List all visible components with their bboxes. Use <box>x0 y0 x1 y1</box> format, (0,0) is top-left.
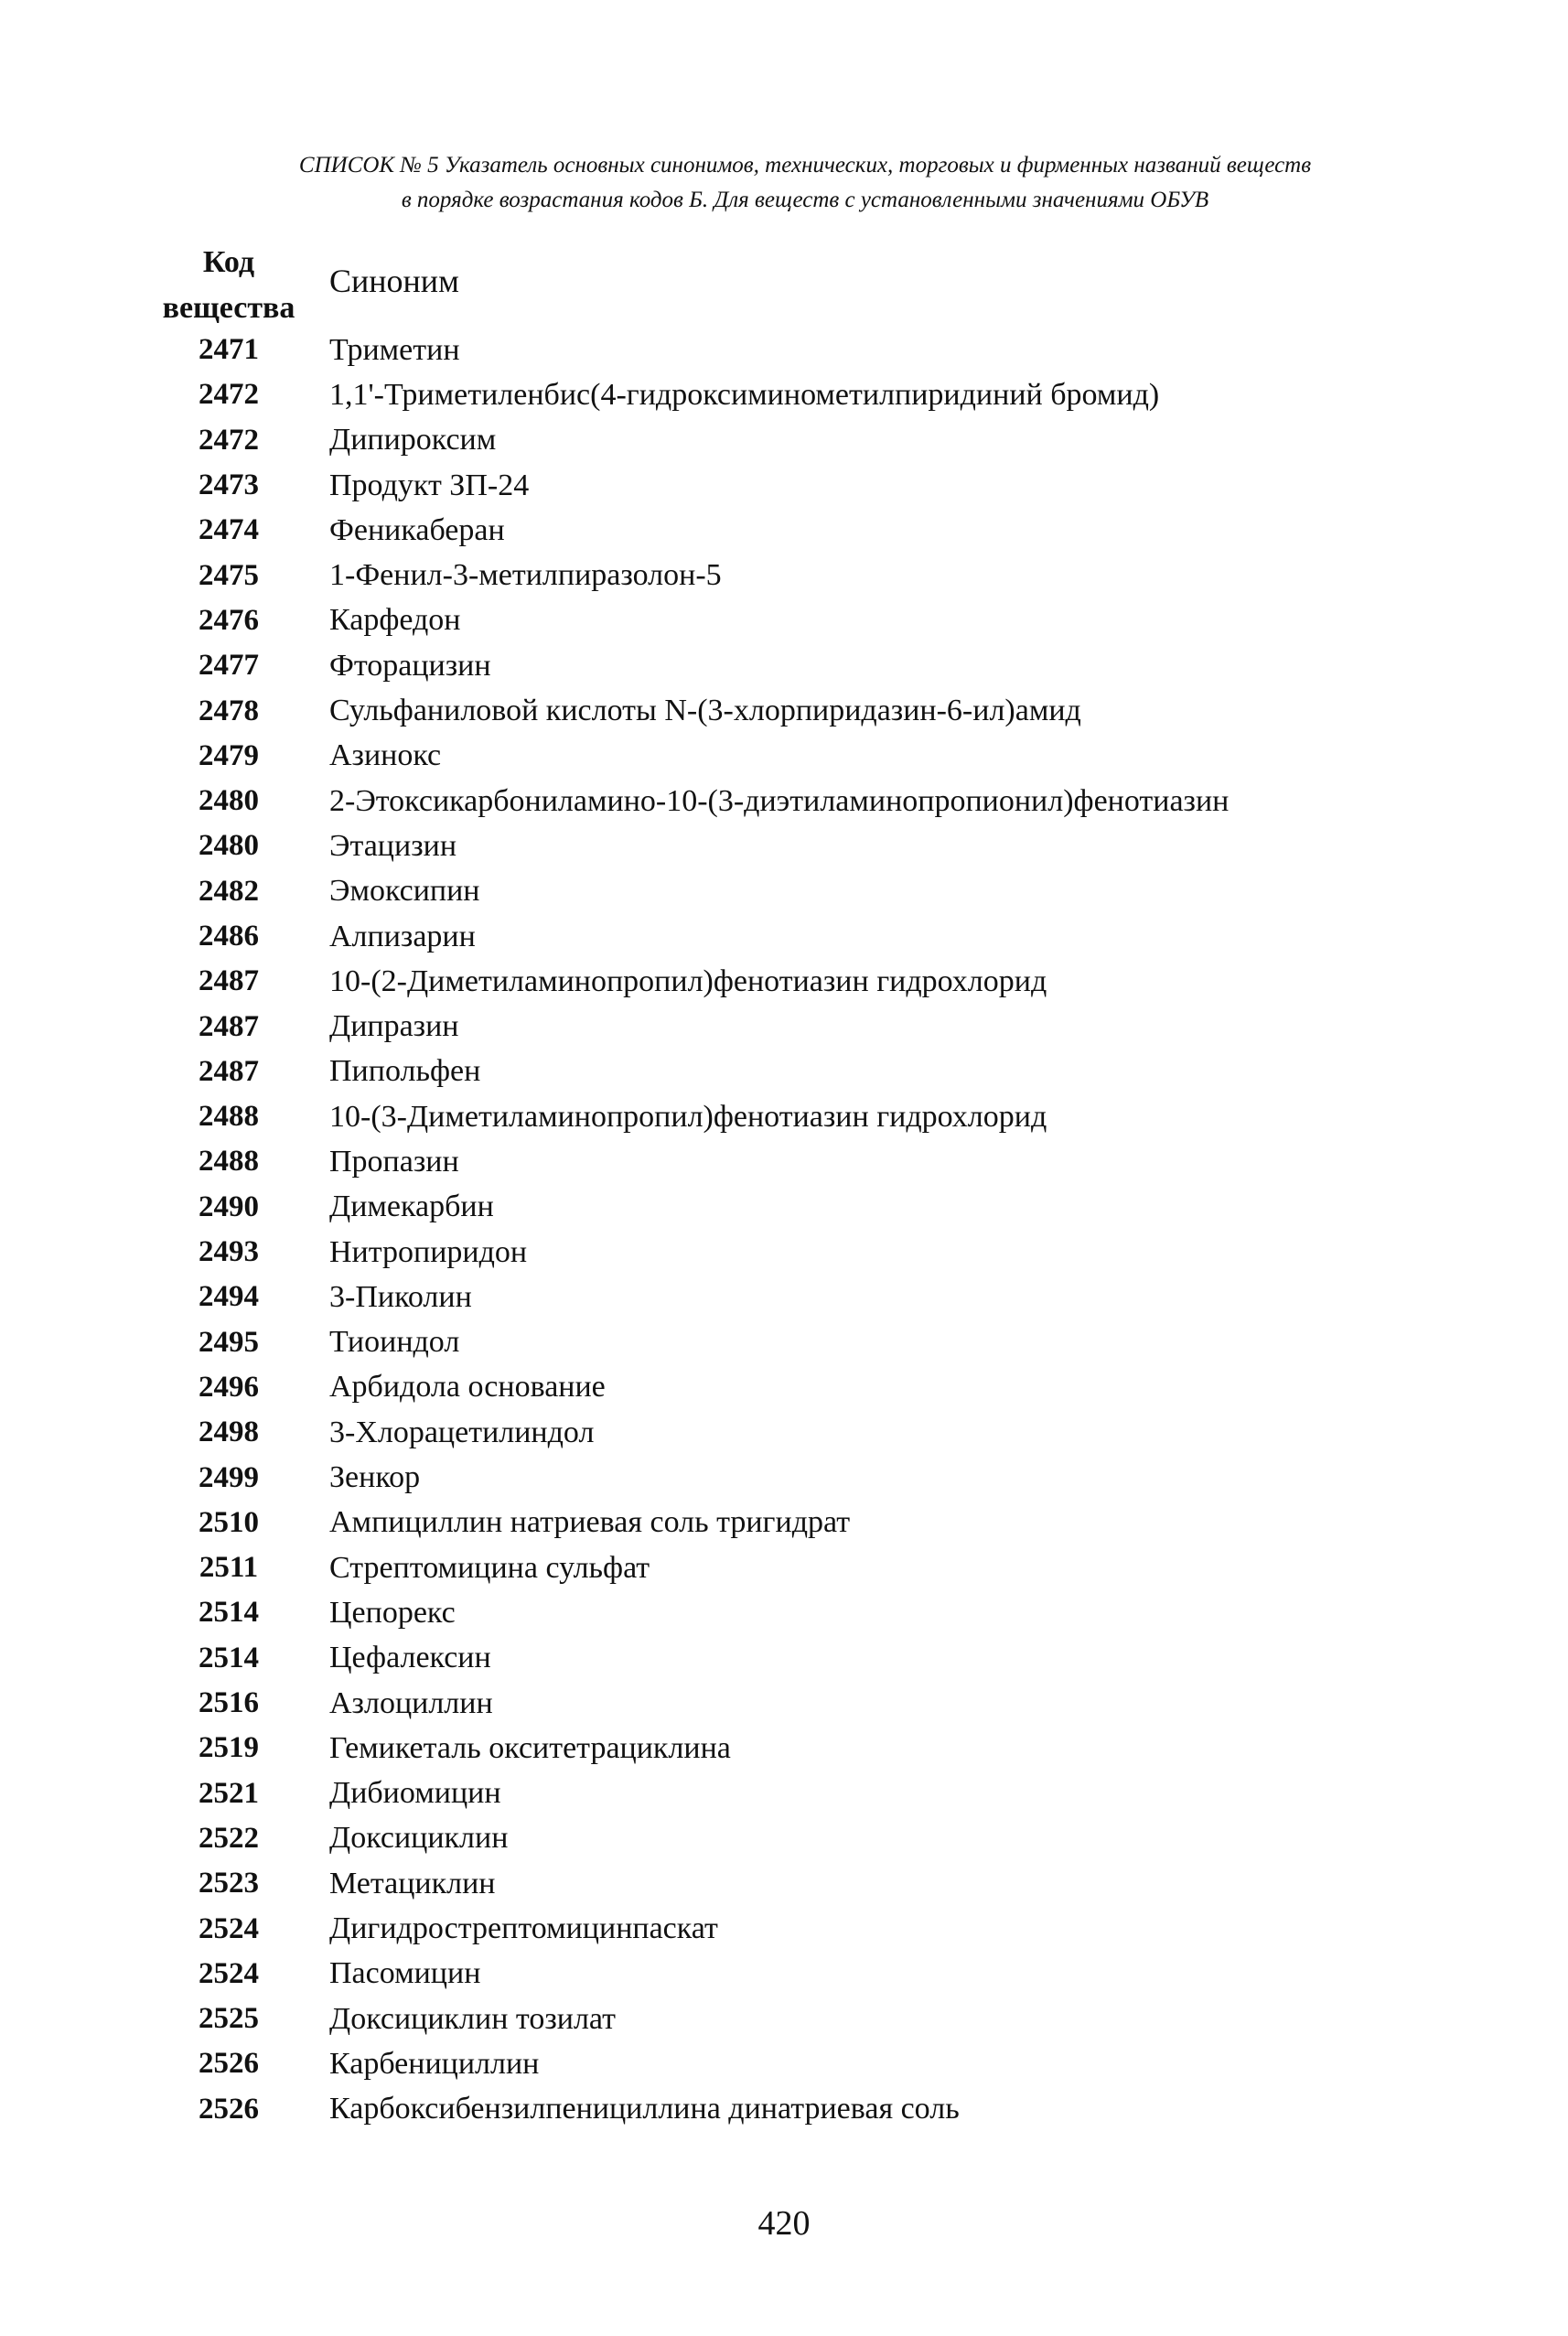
synonym-text: Карбоксибензилпенициллина динатриевая соль <box>329 2092 960 2126</box>
synonym-text: Алпизарин <box>329 919 476 953</box>
synonym-text: 2-Этоксикарбониламино-10-(3-диэтиламинопропионил)фенотиазин <box>329 783 1230 818</box>
substance-code: 2516 <box>199 1686 259 1720</box>
code-header-line-2: вещества <box>162 291 295 325</box>
synonym-text: Дигидрострептомицинпаскат <box>329 1911 718 1946</box>
table-row <box>146 1094 1427 1139</box>
substance-code: 2519 <box>199 1731 259 1765</box>
substance-code: 2526 <box>199 2092 259 2126</box>
substance-code: 2480 <box>199 784 259 818</box>
substance-code: 2476 <box>199 603 259 637</box>
substance-code: 2488 <box>199 1100 259 1134</box>
substance-code: 2487 <box>199 1054 259 1088</box>
synonym-text: Арбидола основание <box>329 1370 606 1405</box>
substance-code: 2494 <box>199 1280 259 1314</box>
table-row <box>146 1365 1427 1410</box>
substance-code: 2514 <box>199 1641 259 1674</box>
synonym-text: Азлоциллин <box>329 1685 493 1720</box>
page-header <box>165 148 1445 218</box>
table-row <box>146 1230 1427 1275</box>
code-header-line-1: Код <box>202 245 255 279</box>
table-header <box>146 240 1427 331</box>
substance-code: 2480 <box>199 829 259 863</box>
substance-code: 2523 <box>199 1867 259 1900</box>
table-row <box>146 1501 1427 1545</box>
synonym-text: Сульфаниловой кислоты N-(3-хлорпиридазин-6-ил)амид <box>329 694 1081 728</box>
table-row <box>146 1816 1427 1861</box>
synonym-text: Карфедон <box>329 603 461 638</box>
substance-code: 2477 <box>199 649 259 683</box>
table-row <box>146 959 1427 1004</box>
substance-code: 2486 <box>199 920 259 953</box>
table-row <box>146 2041 1427 2086</box>
substance-code: 2521 <box>199 1776 259 1810</box>
table-row <box>146 1410 1427 1455</box>
substance-code: 2495 <box>199 1325 259 1359</box>
synonym-text: Фторацизин <box>329 648 491 683</box>
substance-code: 2472 <box>199 378 259 412</box>
table-row <box>146 1004 1427 1049</box>
substance-code: 2474 <box>199 513 259 547</box>
synonym-text: 3-Хлорацетилиндол <box>329 1415 595 1449</box>
substance-code: 2493 <box>199 1235 259 1269</box>
substance-code: 2487 <box>199 964 259 998</box>
table-row <box>146 553 1427 597</box>
table-row <box>146 1590 1427 1635</box>
code-column-header <box>146 240 311 331</box>
synonym-text: Доксициклин <box>329 1821 509 1856</box>
header-line-1: СПИСОК № 5 Указатель основных синонимов, технических, торговых и фирменных названий веществ <box>298 153 1312 178</box>
synonym-text: 1-Фенил-3-метилпиразолон-5 <box>329 558 722 593</box>
table-row <box>146 2087 1427 2132</box>
header-line-2: в порядке возрастания кодов Б. Для веществ с установленными значениями ОБУВ <box>401 188 1209 212</box>
page-number: 420 <box>757 2204 811 2243</box>
table-row <box>146 328 1427 372</box>
table-row <box>146 914 1427 959</box>
synonym-text: Димекарбин <box>329 1190 494 1224</box>
substance-code: 2479 <box>199 738 259 772</box>
table-row <box>146 1636 1427 1681</box>
substance-code: 2525 <box>199 2002 259 2036</box>
substance-code: 2498 <box>199 1416 259 1449</box>
substance-code: 2487 <box>199 1009 259 1043</box>
substance-code: 2490 <box>199 1190 259 1223</box>
synonym-text: Этацизин <box>329 828 457 863</box>
synonym-text: Пипольфен <box>329 1054 481 1089</box>
synonym-text: Феникаберан <box>329 512 505 547</box>
synonym-text: Цепорекс <box>329 1595 456 1630</box>
table-row <box>146 463 1427 508</box>
table-row <box>146 1139 1427 1184</box>
table-row <box>146 688 1427 733</box>
synonym-text: Гемикеталь окситетрациклина <box>329 1730 731 1765</box>
synonym-text: Ампициллин натриевая соль тригидрат <box>329 1505 851 1540</box>
synonym-text: Дибиомицин <box>329 1776 501 1811</box>
synonym-text: Дипироксим <box>329 423 497 458</box>
synonym-text: Продукт ЗП-24 <box>329 468 530 502</box>
substance-code: 2526 <box>199 2047 259 2081</box>
table-row <box>146 779 1427 824</box>
synonym-text: 1,1'-Триметиленбис(4-гидроксиминометилпиридиний бромид) <box>329 377 1160 412</box>
substance-code: 2478 <box>199 694 259 727</box>
table-row <box>146 1050 1427 1094</box>
synonym-text: Карбенициллин <box>329 2046 540 2081</box>
table-row <box>146 643 1427 688</box>
synonym-text: Зенкор <box>329 1460 421 1495</box>
table-row <box>146 1455 1427 1500</box>
table-row <box>146 1545 1427 1590</box>
table-row <box>146 508 1427 553</box>
table-row <box>146 1771 1427 1816</box>
substance-code: 2472 <box>199 423 259 457</box>
substance-code: 2475 <box>199 558 259 592</box>
substance-code: 2522 <box>199 1821 259 1855</box>
table-row <box>146 372 1427 417</box>
table-row <box>146 824 1427 868</box>
synonym-column-header: Синоним <box>329 263 459 299</box>
table-row <box>146 1185 1427 1230</box>
synonym-text: Метациклин <box>329 1866 496 1900</box>
synonym-text: 10-(3-Диметиламинопропил)фенотиазин гидрохлорид <box>329 1099 1047 1134</box>
table-row <box>146 418 1427 463</box>
table-row <box>146 869 1427 914</box>
synonym-text: Эмоксипин <box>329 874 480 909</box>
table-row <box>146 1997 1427 2041</box>
table-row <box>146 1320 1427 1365</box>
synonym-text: Азинокс <box>329 738 442 773</box>
substance-code: 2471 <box>199 333 259 367</box>
table-row <box>146 1726 1427 1771</box>
table-row <box>146 734 1427 779</box>
synonym-text: Стрептомицина сульфат <box>329 1550 650 1585</box>
synonym-text: Пасомицин <box>329 1956 481 1991</box>
synonym-table <box>146 328 1427 2132</box>
substance-code: 2482 <box>199 874 259 908</box>
substance-code: 2499 <box>199 1460 259 1494</box>
table-row <box>146 1952 1427 1997</box>
synonym-text: Нитропиридон <box>329 1234 528 1269</box>
table-row <box>146 1906 1427 1951</box>
synonym-text: Триметин <box>329 332 460 367</box>
substance-code: 2473 <box>199 468 259 502</box>
substance-code: 2488 <box>199 1145 259 1179</box>
synonym-text: Дипразин <box>329 1009 459 1044</box>
table-row <box>146 1681 1427 1726</box>
synonym-text: Цефалексин <box>329 1641 491 1675</box>
substance-code: 2511 <box>199 1551 259 1585</box>
synonym-text: 10-(2-Диметиламинопропил)фенотиазин гидрохлорид <box>329 963 1047 998</box>
synonym-text: Пропазин <box>329 1144 459 1179</box>
substance-code: 2524 <box>199 1911 259 1945</box>
substance-code: 2496 <box>199 1370 259 1404</box>
substance-code: 2524 <box>199 1956 259 1990</box>
table-row <box>146 598 1427 643</box>
synonym-text: 3-Пиколин <box>329 1279 472 1314</box>
substance-code: 2514 <box>199 1596 259 1630</box>
table-row <box>146 1861 1427 1906</box>
table-row <box>146 1275 1427 1319</box>
synonym-text: Доксициклин тозилат <box>329 2001 616 2036</box>
synonym-text: Тиоиндол <box>329 1325 460 1360</box>
substance-code: 2510 <box>199 1505 259 1539</box>
